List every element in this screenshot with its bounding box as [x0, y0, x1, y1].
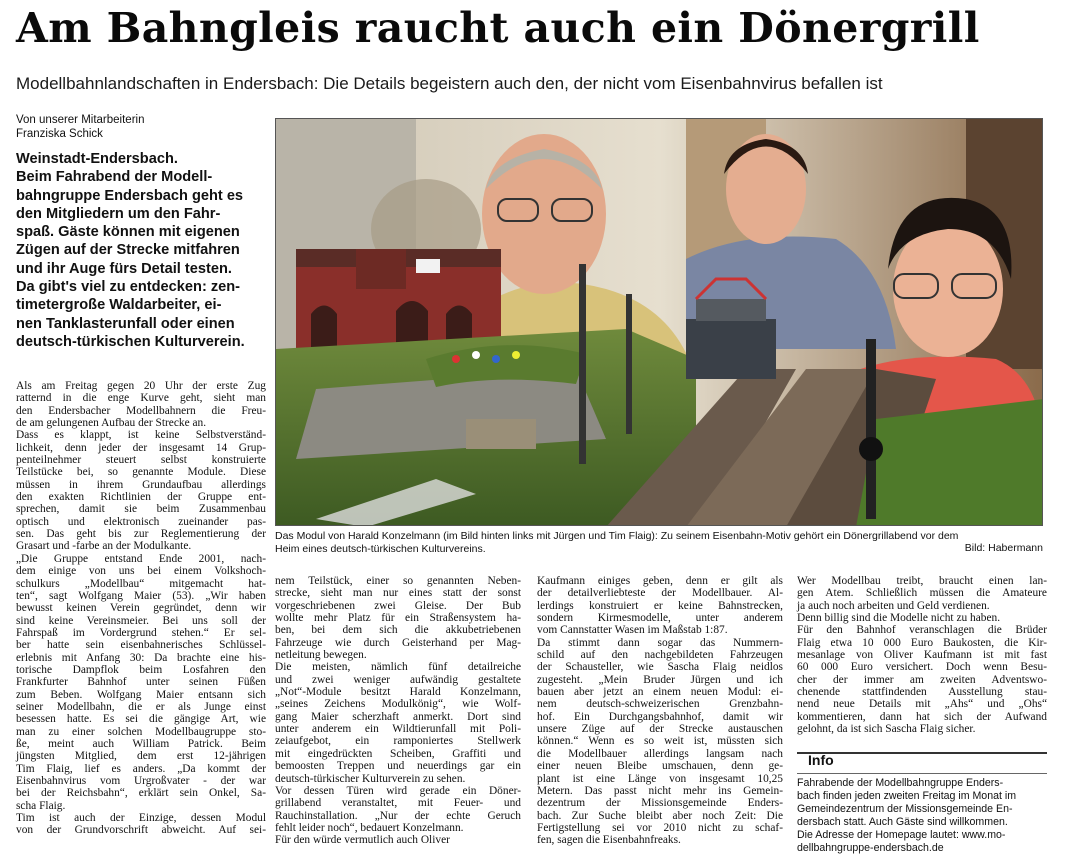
lead-line: deutsch-türkischen Kulturverein. [16, 333, 245, 350]
text-line: gelohnt, da ist sich Sascha Flaig sicher. [797, 723, 976, 736]
text-line: zeiaufgebot, ein ramponiertes Stellwerk [275, 735, 521, 748]
lead-paragraph [16, 150, 268, 351]
text-line: einer neuen Bleibe umschauen, denn ge- [537, 760, 783, 773]
text-line: „Not“-Module besitzt Harald Konzelmann, [275, 686, 521, 699]
caption-text: Heim eines deutsch-türkischen Kulturvereins. [275, 542, 486, 555]
caption-line: Das Modul von Harald Konzelmann (im Bild hinten links mit Jürgen und Tim Flaig): Zu seinem Eisenbahn-Motiv gehört ein Dönergrillabend vor dem [275, 530, 959, 542]
info-line: Die Adresse der Homepage lautet: www.mo- [797, 828, 1006, 841]
text-line: Für den würde vermutlich auch Oliver [275, 834, 450, 847]
text-line: besessen hatte. Es sei die gängige Art, wie [16, 713, 266, 726]
text-line: cher der immer am zweiten Adventswo- [797, 673, 1047, 686]
text-line: wollte mehr Platz für ein Straßensystem ha- [275, 612, 521, 625]
text-line: dezentrum der Missionsgemeinde Enders- [537, 797, 783, 810]
text-line: können.“ Wenn es so weit ist, müssten sich [537, 735, 783, 748]
text-line: Fahrspaß im Vordergrund stehen.“ Er sel- [16, 626, 266, 639]
text-line: vom Cannstatter Wasen im Maßstab 1:87. [537, 624, 728, 637]
text-line: Tim Flaig, lief es anders. „Da kommt der [16, 762, 266, 775]
text-line: nem deutsch-schweizerischen Grenzbahn- [537, 698, 783, 711]
text-line: die Modellbauer allerdings langsam nach [537, 747, 783, 760]
headline: Am Bahngleis raucht auch ein Dönergrill [16, 4, 980, 52]
lead-line: und ihr Auge fürs Detail testen. [16, 260, 232, 277]
text-line: sind keine Vereinsmeier. Bei uns soll der [16, 614, 266, 627]
text-line: bauen aber jetzt an einem neuen Modul: ei- [537, 686, 783, 699]
text-line: „Die Gruppe entstand Ende 2001, nach- [16, 552, 266, 565]
text-line: Fahrzeuge wie durch Geisterhand per Mag- [275, 636, 521, 649]
article-column-3 [537, 575, 783, 847]
text-line: kommentieren, dann hat sich der Aufwand [797, 710, 1047, 723]
subheadline: Modellbahnlandschaften in Endersbach: Die Details begeistern auch den, der nicht vom Eisenbahnvirus befallen ist [16, 74, 883, 93]
article-column-1 [16, 380, 266, 837]
info-line: dersbach statt. Auch Gäste sind willkommen. [797, 815, 1008, 828]
text-line: erlebnis mit Anfang 30: Da brachte eine his- [16, 651, 266, 664]
text-line: schild auf den nachgebildeten Fahrzeugen [537, 649, 783, 662]
info-line: Gemeindezentrum der Missionsgemeinde En- [797, 802, 1013, 815]
byline-author: Franziska Schick [16, 127, 103, 140]
text-line: mesanlage von Oliver Kaufmann ist mit fast [797, 649, 1047, 662]
text-line: scha Flaig. [16, 799, 66, 812]
text-line: Die meisten, nämlich fünf detailreiche [275, 661, 521, 674]
text-line: strecke, sieht man nur eines statt der sonst [275, 587, 521, 600]
text-line: gen Atem. Schließlich müssen die Amateure [797, 587, 1047, 600]
info-divider-thin [797, 773, 1047, 774]
info-divider [797, 752, 1047, 754]
text-line: Kaufmann einiges geben, denn er gilt als [537, 575, 783, 587]
text-line: mit eingedrückten Scheiben, Graffiti und [275, 747, 521, 760]
text-line: Flaig etwa 10 000 Euro Baukosten, die Kir- [797, 636, 1047, 649]
lead-line: Da gibt's viel zu entdecken: zen- [16, 279, 241, 296]
lead-line: timetergroße Waldarbeiter, ei- [16, 297, 222, 314]
text-line: lerdings konstruiert er keine Bahnstrecken, [537, 599, 783, 612]
text-line: man zu einer solchen Modellbaugruppe sto- [16, 725, 266, 738]
text-line: unsere Züge auf der Strecke austauschen [537, 723, 783, 736]
article-column-4 [797, 575, 1047, 735]
info-line: dellbahngruppe-endersbach.de [797, 841, 944, 854]
text-line: Da stimmt dann sogar das Nummern- [537, 636, 783, 649]
photo-credit-wrap [275, 542, 1043, 555]
text-line: seiner Modellbahn, die er als Junge einst [16, 700, 266, 713]
byline [16, 114, 266, 141]
text-line: sprechen, damit sie beim Zusammenbau [16, 503, 266, 516]
text-line: sen. Das geht bis zur Reglementierung der [16, 528, 266, 541]
text-line: fen, sagen die Eisenbahnfreaks. [537, 834, 681, 847]
lead-line: bahngruppe Endersbach geht es [16, 187, 244, 204]
text-line: plant ist eine Länge von insgesamt 10,25 [537, 772, 783, 785]
lead-line: spaß. Gäste können mit eigenen [16, 224, 240, 241]
text-line: dem einige von uns bei einem Volkshoch- [16, 565, 266, 578]
lead-line: Weinstadt-Endersbach. [16, 151, 178, 167]
info-title: Info [808, 752, 834, 768]
text-line: Eisenbahnvirus vom Urgroßvater - der war [16, 775, 266, 787]
text-line: Fertigstellung sei vor 2010 nicht zu schaf- [537, 821, 783, 834]
text-line: fehlt leider noch“, bedauert Konzelmann. [275, 821, 464, 834]
text-line: bei der Reichsbahn“, erklärt sein Onkel, Sa- [16, 787, 266, 800]
text-line: vorgeschriebenen zwei Gleise. Der Bub [275, 599, 521, 612]
lead-line: Beim Fahrabend der Modell- [16, 169, 213, 186]
text-line: müssen in ihrem Grundaufbau allerdings [16, 478, 266, 491]
text-line: chenende stattfindenden Ausstellung stau- [797, 686, 1047, 699]
article-column-2 [275, 575, 521, 847]
photo-credit: Bild: Habermann [964, 542, 1043, 554]
lead-line: nen Tanklasterunfall oder einen [16, 315, 235, 332]
text-line: Als am Freitag gegen 20 Uhr der erste Zug [16, 380, 266, 392]
text-line: lichkeit, denn jeder der insgesamt 14 Grup- [16, 441, 266, 454]
info-line: bach finden jeden zweiten Freitag im Monat im [797, 789, 1017, 802]
text-line: Frankfurter Bahnhof unter seinen Füßen [16, 676, 266, 689]
text-line: und zwei weniger aufwändig gestaltete [275, 673, 521, 686]
text-line: grillabend veranstaltet, mit Feuer- und [275, 797, 521, 810]
text-line: von der Grundvorschrift abweicht. Auf sei- [16, 824, 266, 837]
text-line: Dass es klappt, ist keine Selbstverständ- [16, 429, 266, 442]
byline-line: Von unserer Mitarbeiterin [16, 114, 145, 126]
text-line: deutsch-türkischer Kulturverein zu sehen. [275, 772, 466, 785]
text-line: den exakten Richtlinien der Gruppe ent- [16, 491, 266, 504]
text-line: de am gelungenen Aufbau der Strecke an. [16, 417, 207, 430]
text-line: Tim ist auch der Einzige, dessen Modul [16, 812, 266, 825]
info-line: Fahrabende der Modellbahngruppe Enders- [797, 777, 1004, 789]
text-line: Für den Bahnhof veranschlagen die Brüder [797, 624, 1047, 637]
lead-line: den Mitgliedern um den Fahr- [16, 205, 221, 222]
text-line: penteilnehmer steuert selbst konstruierte [16, 454, 266, 467]
text-line: ja auch noch arbeiten und Geld verdienen. [797, 599, 990, 612]
text-line: torische Dampflok beim Losfahren den [16, 663, 266, 676]
text-line: hof. Ein Durchgangsbahnhof, damit wir [537, 710, 783, 723]
text-line: Rauchinstallation. „Nur der echte Geruch [275, 809, 521, 822]
info-box [797, 777, 1047, 854]
text-line: bewusst keinen Verein gegründet, denn wir [16, 602, 266, 615]
text-line: ße, meint auch William Patrick. Beim [16, 737, 266, 750]
text-line: zum Beben. Wolfgang Maier entsann sich [16, 688, 266, 701]
text-line: Grasart und -farbe an der Modulkante. [16, 540, 192, 553]
text-line: nend neue Details mit „Ahs“ und „Ohs“ [797, 698, 1047, 711]
text-line: Teilstücke bei, so genannte Module. Diese [16, 466, 266, 479]
text-line: schulkurs „Modellbau“ mitgemacht hat- [16, 577, 266, 590]
lead-line: Zügen auf der Strecke mitfahren [16, 242, 240, 259]
text-line: unter anderem ein Wildtierunfall mit Poli- [275, 723, 521, 736]
text-line: ber hatte sein eisenbahnerisches Schlüssel- [16, 639, 266, 652]
text-line: netleitung bewegen. [275, 649, 367, 662]
text-line: „seines Zeichens Modulkönig“, wie Wolf- [275, 698, 521, 711]
text-line: ratternd in die enge Kurve geht, sieht man [16, 392, 266, 405]
text-line: ten“, sagt Wolfgang Maier (53). „Wir haben [16, 589, 266, 602]
text-line: 60 000 Euro versichert. Doch wenn Besu- [797, 661, 1047, 674]
text-line: bach. Zur Suche bleibt aber noch Zeit: Die [537, 809, 783, 822]
photo-model-railway-scene [276, 119, 1043, 526]
text-line: sondern Kirmesmodelle, unter anderem [537, 612, 783, 625]
text-line: bemoosten Treppen und neuerdings gar ein [275, 760, 521, 773]
text-line: Vor dessen Türen wird gerade ein Döner- [275, 784, 521, 797]
text-line: nem Teilstück, einer so genannten Neben- [275, 575, 521, 587]
article-photo [275, 118, 1043, 526]
text-line: Metern. Das passt nicht mehr ins Gemein- [537, 784, 783, 797]
text-line: Denn billig sind die Modelle nicht zu haben. [797, 612, 1001, 625]
text-line: zugesteht. „Mein Bruder Jürgen und ich [537, 673, 783, 686]
text-line: Wer Modellbau treibt, braucht einen lan- [797, 575, 1047, 587]
text-line: optisch und elektronisch zueinander pas- [16, 515, 266, 528]
text-line: den Endersbacher Modellbahnern die Freu- [16, 404, 266, 417]
text-line: der Schausteller, wie Sascha Flaig neidlos [537, 661, 783, 674]
text-line: gang Maier scherzhaft anmerkt. Dort sind [275, 710, 521, 723]
text-line: der detailverliebteste der Modellbauer. Al- [537, 587, 783, 600]
text-line: jüngsten Mitglied, dem erst 12-jährigen [16, 750, 266, 763]
text-line: ben, bei dem sich die akkubetriebenen [275, 624, 521, 637]
